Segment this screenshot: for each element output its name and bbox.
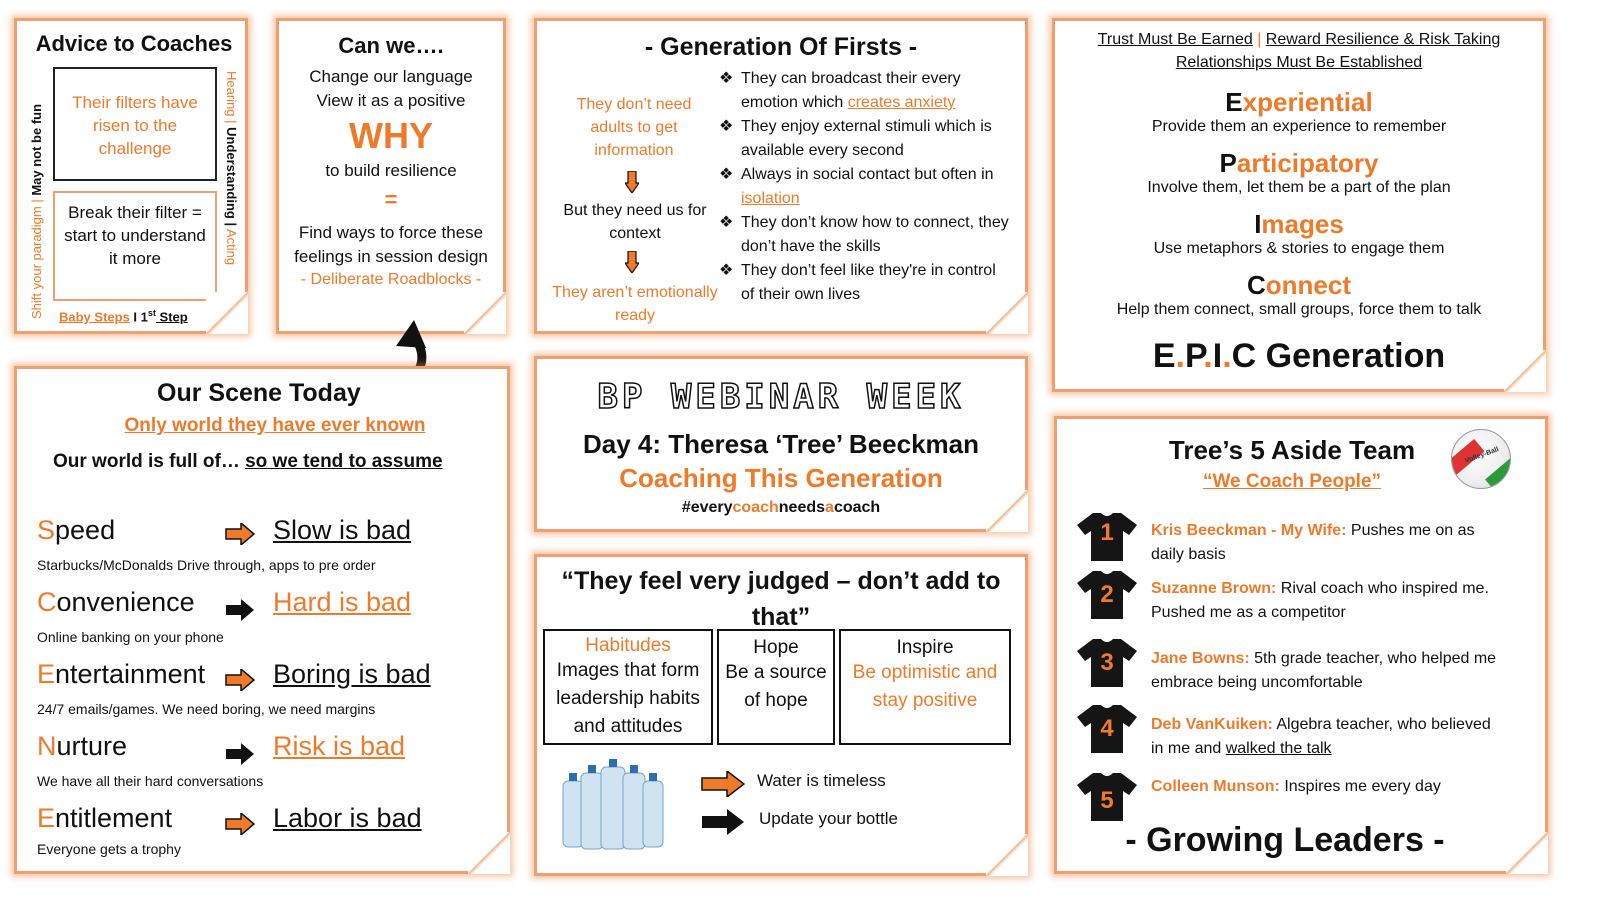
- bullet-item: ❖ They don’t know how to connect, they don’t have the skills: [719, 214, 1009, 255]
- can-we-line5: feelings in session design: [294, 247, 488, 266]
- hope-box: Hope Be a source of hope: [717, 629, 835, 745]
- advice-title: Advice to Coaches: [35, 31, 233, 56]
- epic-generation-title: E.P.I.C Generation: [1152, 337, 1446, 375]
- team-member: 3 Jane Bowns: 5th grade teacher, who helped me embrace being uncomfortable: [1075, 637, 1515, 695]
- advice-card: [14, 18, 248, 334]
- scene-row: Speed Starbucks/McDonalds Drive through, apps to pre order Slow is bad: [37, 515, 412, 573]
- epic-card: [1052, 18, 1546, 392]
- team-member: 2 Suzanne Brown: Rival coach who inspired me. Pushed me as a competitor: [1075, 569, 1515, 627]
- can-we-line4: Find ways to force these: [298, 223, 484, 242]
- water-bottles-image: [559, 753, 671, 853]
- generation-left-2: But they need us for context: [563, 202, 707, 242]
- scene-subtitle: Only world they have ever known: [124, 415, 426, 436]
- team-member: 5 Colleen Munson: Inspires me every day: [1075, 771, 1515, 829]
- scene-row: Entitlement Everyone gets a trophy Labor is bad: [37, 803, 422, 857]
- can-we-line2: View it as a positive: [316, 91, 466, 110]
- epic-top-line-2: Relationships Must Be Established: [1175, 54, 1423, 71]
- epic-item: Connect Help them connect, small groups, force them to talk: [1116, 270, 1482, 318]
- scene-row: Entertainment 24/7 emails/games. We need boring, we need margins Boring is bad: [37, 659, 431, 717]
- webinar-title: BP WEBINAR WEEK: [597, 377, 965, 417]
- right-arrow-icon: [225, 813, 255, 835]
- judged-card: [534, 554, 1028, 876]
- right-arrow-icon: [701, 809, 745, 835]
- can-we-title: Can we….: [338, 33, 444, 58]
- habitudes-box: Habitudes Images that form leadership habits and attitudes: [543, 629, 713, 745]
- scene-card: [14, 366, 510, 874]
- bullet-item: ❖ They can broadcast their every emotion which creates anxiety: [719, 70, 961, 111]
- advice-box-filters: Their filters have risen to the challenge: [53, 67, 217, 181]
- right-arrow-icon: [225, 523, 255, 545]
- down-arrow-icon: [625, 171, 639, 193]
- epic-top-line: Trust Must Be Earned | Reward Resilience & Risk Taking: [1097, 31, 1501, 48]
- epic-item: Participatory Involve them, let them be a part of the plan: [1147, 148, 1451, 196]
- update-bottle: Update your bottle: [759, 809, 898, 828]
- team-member: 4 Deb VanKuiken: Algebra teacher, who believed in me and walked the talk: [1075, 703, 1515, 761]
- team-subtitle: “We Coach People”: [1202, 471, 1382, 492]
- generation-title: - Generation Of Firsts -: [644, 33, 918, 61]
- epic-item: Experiential Provide them an experience to remember: [1151, 87, 1447, 135]
- can-we-equals: =: [384, 187, 398, 212]
- webinar-day: Day 4: Theresa ‘Tree’ Beeckman: [582, 429, 979, 459]
- generation-bullets: [719, 67, 1009, 307]
- generation-card: [534, 18, 1028, 334]
- can-we-line1: Change our language: [309, 67, 473, 86]
- right-arrow-icon: [225, 743, 255, 765]
- judged-title: “They feel very judged – don’t add to that”: [561, 567, 1001, 631]
- scene-title: Our Scene Today: [157, 379, 361, 407]
- webinar-card: [534, 356, 1028, 532]
- can-we-line6: - Deliberate Roadblocks -: [300, 271, 482, 288]
- webinar-hashtag: #everycoachneedsacoach: [681, 499, 881, 516]
- team-title: Tree’s 5 Aside Team: [1168, 435, 1416, 465]
- epic-items: [1055, 87, 1543, 331]
- can-we-line3: to build resilience: [325, 161, 457, 180]
- advice-vertical-right: Hearing | Understanding | Acting: [224, 71, 239, 266]
- scene-assume-line: Our world is full of… so we tend to assume: [53, 451, 443, 472]
- right-arrow-icon: [225, 599, 255, 621]
- advice-vertical-left: Shift your paradigm | May not be fun: [29, 103, 44, 319]
- team-card: [1054, 416, 1548, 874]
- can-we-why: WHY: [349, 115, 433, 156]
- inspire-box: Inspire Be optimistic and stay positive: [839, 629, 1011, 745]
- can-we-card: [276, 18, 506, 334]
- scene-row: Convenience Online banking on your phone Hard is bad: [37, 587, 412, 645]
- volleyball-icon: Volley-Ball: [1451, 429, 1511, 489]
- bullet-item: ❖ Always in social contact but often in isolation: [719, 166, 994, 207]
- team-member: 1 Kris Beeckman - My Wife: Pushes me on as daily basis: [1075, 511, 1515, 569]
- scene-row: Nurture We have all their hard conversations Risk is bad: [37, 731, 406, 789]
- bullet-item: ❖ They enjoy external stimuli which is available every second: [719, 118, 992, 159]
- right-arrow-icon: [225, 669, 255, 691]
- advice-footer: Baby Steps I 1st Step: [59, 308, 188, 325]
- generation-left-1: They don’t need adults to get information: [576, 96, 692, 159]
- growing-leaders: - Growing Leaders -: [1125, 821, 1445, 859]
- advice-box-break: Break their filter = start to understand it more: [53, 191, 217, 301]
- down-arrow-icon: [625, 251, 639, 273]
- water-timeless: Water is timeless: [757, 771, 886, 790]
- bullet-item: ❖ They don’t feel like they're in control of their own lives: [719, 262, 996, 303]
- epic-item: Images Use metaphors & stories to engage them: [1153, 209, 1445, 257]
- right-arrow-icon: [701, 771, 745, 797]
- webinar-subtitle: Coaching This Generation: [619, 463, 943, 493]
- generation-left-3: They aren’t emotionally ready: [552, 284, 718, 324]
